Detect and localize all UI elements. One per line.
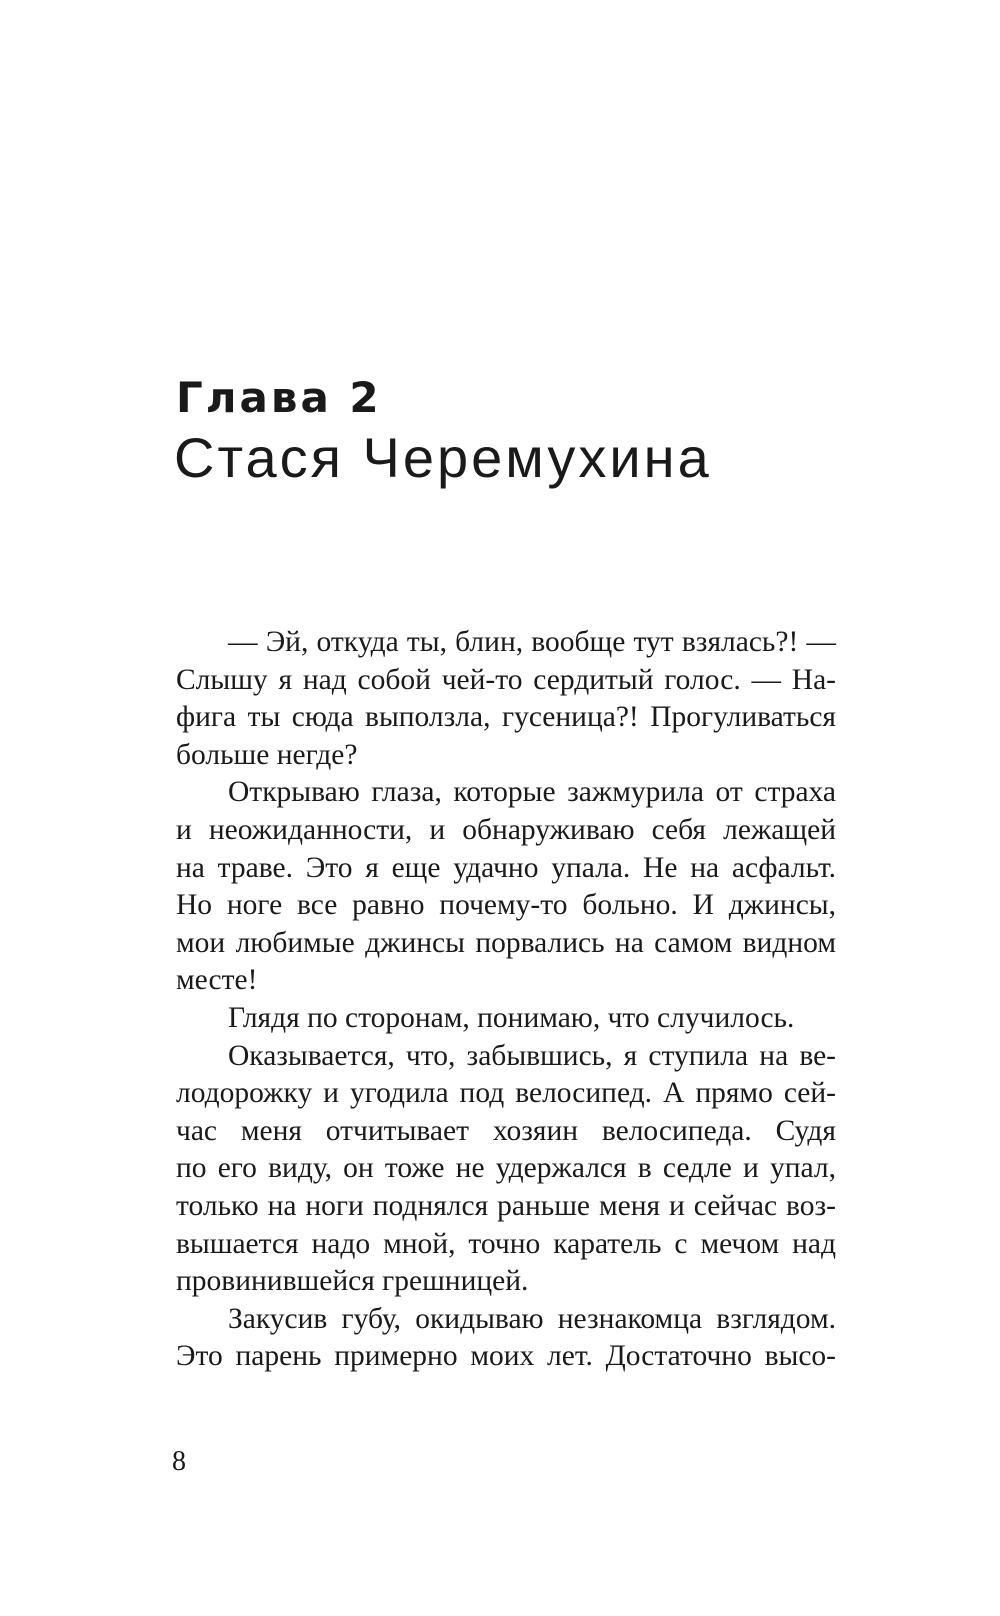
text-line: и неожиданности, и обнаруживаю себя лежащей	[176, 813, 836, 846]
text-line: больше негде?	[176, 738, 358, 771]
chapter-label: Глава 2	[176, 373, 382, 422]
text-line: лодорожку и угодила под велосипед. А прямо сей-	[176, 1077, 836, 1110]
page-number: 8	[172, 1446, 186, 1477]
chapter-title: Стася Черемухина	[174, 426, 712, 489]
text-line: фига ты сюда выползла, гусеница?! Прогуливаться	[176, 701, 836, 734]
text-line: Слышу я над собой чей-то сердитый голос. — На-	[176, 663, 836, 696]
text-line: на траве. Это я еще удачно упала. Не на асфальт.	[176, 851, 836, 884]
text-line: месте!	[176, 964, 258, 997]
text-line: Закусив губу, окидываю незнакомца взглядом.	[228, 1302, 836, 1335]
text-line: по его виду, он тоже не удержался в седле и упал,	[176, 1152, 836, 1185]
text-line: Оказывается, что, забывшись, я ступила на ве-	[228, 1039, 836, 1072]
text-line: Это парень примерно моих лет. Достаточно высо-	[176, 1340, 836, 1373]
text-line: Но ноге все равно почему-то больно. И джинсы,	[176, 889, 836, 922]
text-line: Открываю глаза, которые зажмурила от страха	[228, 776, 836, 809]
text-line: — Эй, откуда ты, блин, вообще тут взялась?! —	[228, 626, 836, 658]
text-line: только на ноги поднялся раньше меня и сейчас воз-	[176, 1189, 836, 1222]
text-line: мои любимые джинсы порвались на самом видном	[176, 926, 836, 959]
text-line: провинившейся грешницей.	[176, 1265, 529, 1298]
text-line: вышается надо мной, точно каратель с мечом над	[176, 1227, 836, 1260]
body-text	[176, 624, 836, 1376]
text-line: час меня отчитывает хозяин велосипеда. Судя	[176, 1114, 836, 1147]
text-line: Глядя по сторонам, понимаю, что случилось.	[228, 1001, 795, 1034]
